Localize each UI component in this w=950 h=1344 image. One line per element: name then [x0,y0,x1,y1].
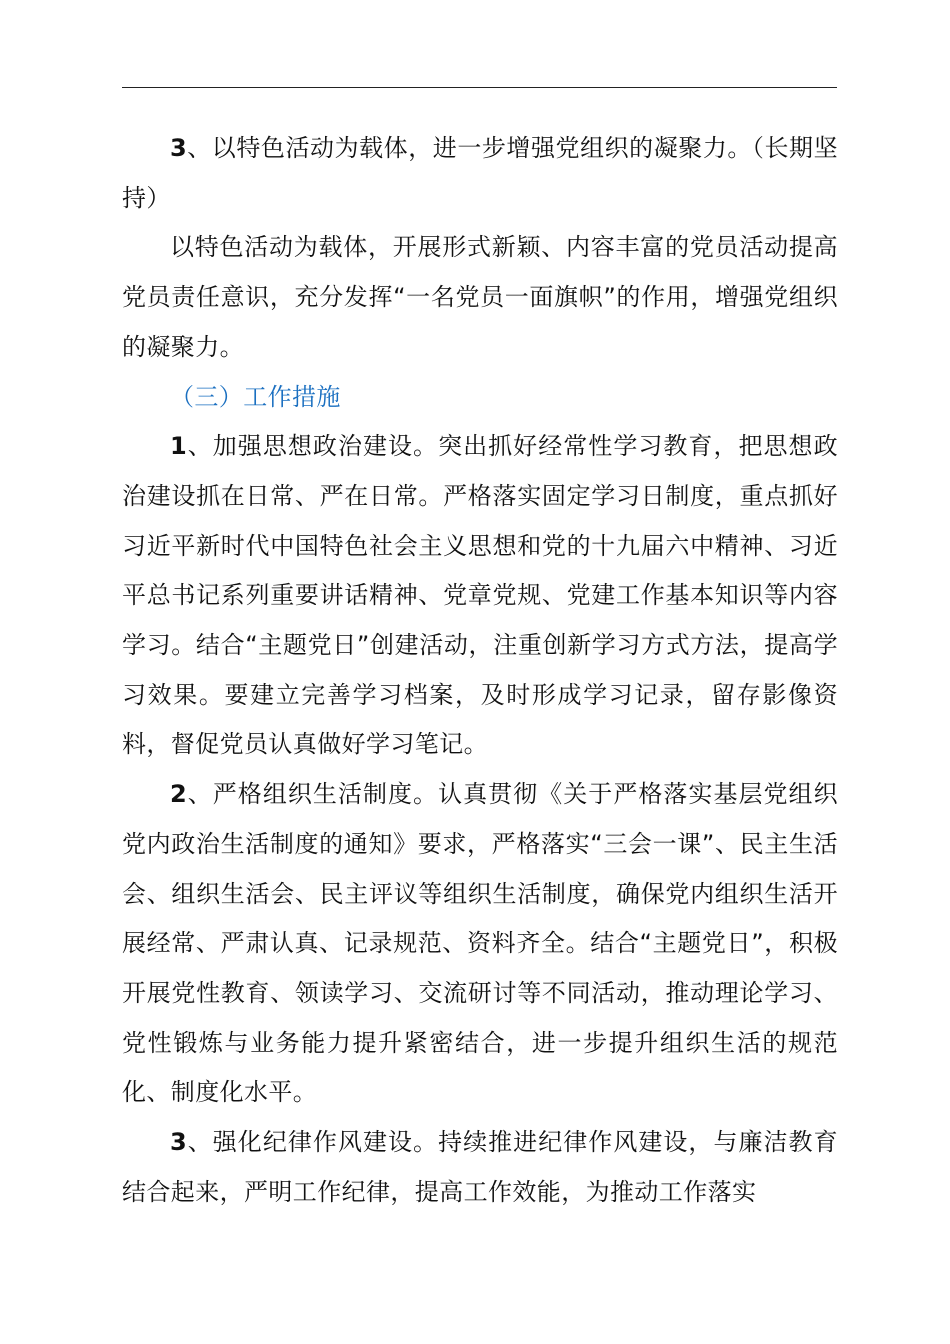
section-heading [122,373,838,423]
paragraph-measure-3 [122,1118,838,1217]
paragraph-text: 、严格组织生活制度。认真贯彻《关于严格落实基层党组织党内政治生活制度的通知》要求，严格落实“三会一课”、民主生活会、组织生活会、民主评议等组织生活制度，确保党内组织生活开展经常、严肃认真、记录规范、资料齐全。结合“主题党日”，积极开展党性教育、领读学习、交流研讨等不同活动，推动理论学习、党性锻炼与业务能力提升紧密结合，进一步提升组织生活的规范化、制度化水平。 [122,780,838,1107]
paragraph-measure-1 [122,422,838,770]
paragraph-measure-2 [122,770,838,1118]
paragraph-text: 、强化纪律作风建设。持续推进纪律作风建设，与廉洁教育结合起来，严明工作纪律，提高工作效能，为推动工作落实 [122,1128,838,1206]
paragraph-number: 3 [170,1128,188,1157]
header-rule [122,87,837,88]
paragraph-goal-3-detail [122,223,838,372]
paragraph-text: 以特色活动为载体，开展形式新颖、内容丰富的党员活动提高党员责任意识，充分发挥“一名党员一面旗帜”的作用，增强党组织的凝聚力。 [122,233,838,361]
paragraph-text: 、加强思想政治建设。突出抓好经常性学习教育，把思想政治建设抓在日常、严在日常。严格落实固定学习日制度，重点抓好习近平新时代中国特色社会主义思想和党的十九届六中精神、习近平总书记系列重要讲话精神、党章党规、党建工作基本知识等内容学习。结合“主题党日”创建活动，注重创新学习方式方法，提高学习效果。要建立完善学习档案，及时形成学习记录，留存影像资料，督促党员认真做好学习笔记。 [122,432,838,759]
paragraph-number: 3 [170,134,188,162]
document-body [122,124,838,1217]
section-heading-text: （三）工作措施 [170,382,341,411]
paragraph-goal-3 [122,124,838,223]
paragraph-number: 1 [170,432,188,461]
paragraph-number: 2 [170,780,188,809]
paragraph-text: 、以特色活动为载体，进一步增强党组织的凝聚力。（长期坚持） [122,134,838,212]
